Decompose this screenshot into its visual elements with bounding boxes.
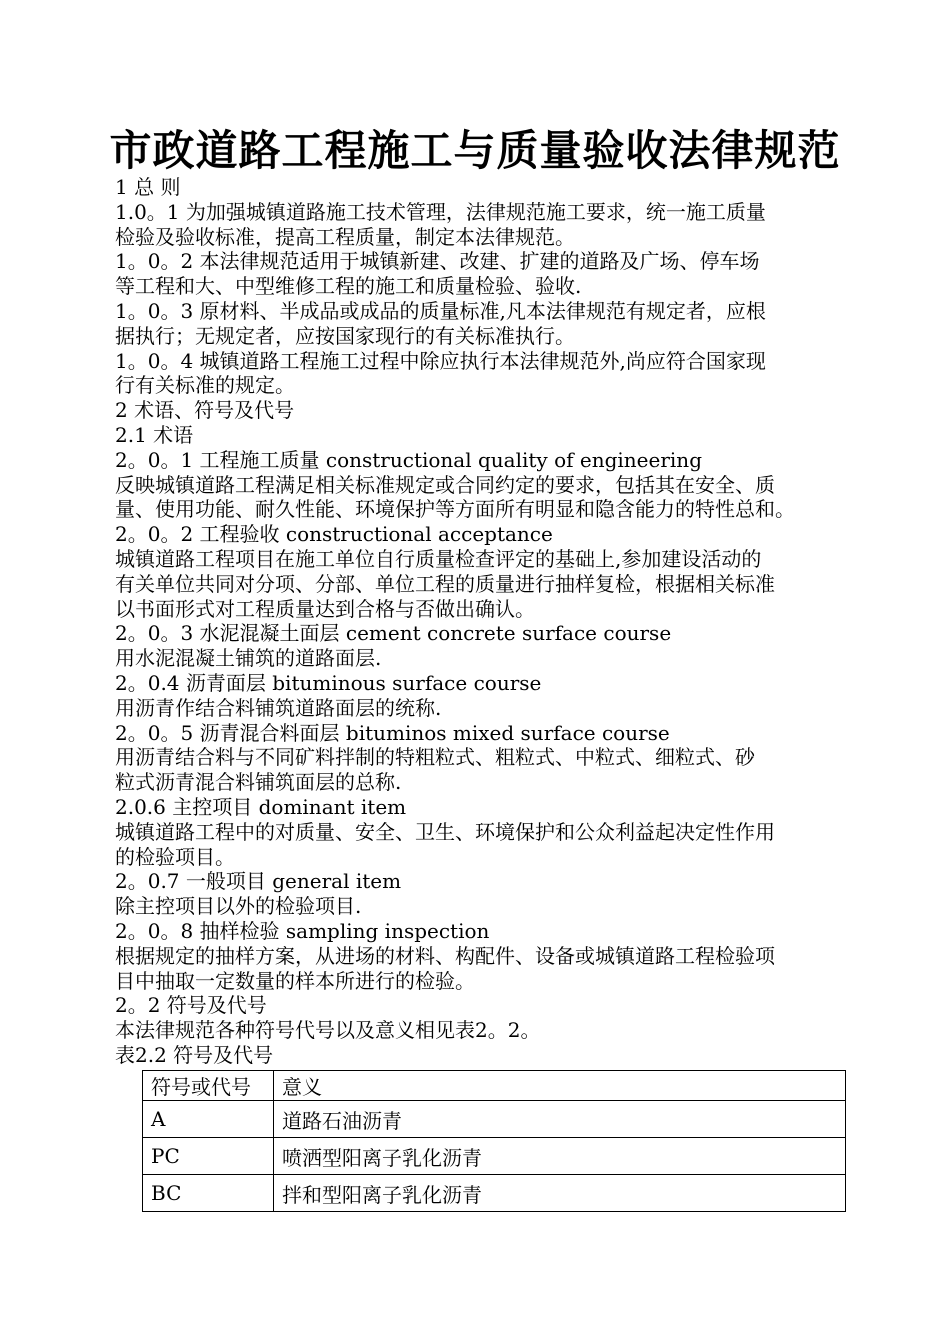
text-line: 1 总 则 (115, 175, 181, 199)
text-line: 2。0.4 沥青面层 bituminous surface course (115, 670, 542, 695)
text-line: 2.0.6 主控项目 dominant item (115, 794, 407, 819)
text-line: 用水泥混凝土铺筑的道路面层. (115, 646, 382, 671)
table-header-row (143, 1071, 846, 1101)
text-line: 等工程和大、中型维修工程的施工和质量检验、验收. (115, 274, 582, 299)
text-line: 的检验项目。 (115, 844, 235, 869)
table-header-cell: 符号或代号 (143, 1071, 274, 1101)
document-title: 市政道路工程施工与质量验收法律规范 (109, 126, 841, 175)
table-cell: 拌和型阳离子乳化沥青 (274, 1175, 846, 1212)
text-line: 反映城镇道路工程满足相关标准规定或合同约定的要求，包括其在安全、质 (115, 472, 775, 497)
text-line: 根据规定的抽样方案，从进场的材料、构配件、设备或城镇道路工程检验项 (115, 943, 775, 968)
text-line: 有关单位共同对分项、分部、单位工程的质量进行抽样复检，根据相关标准 (115, 571, 775, 596)
document-body (115, 175, 863, 1068)
text-line: 检验及验收标准，提高工程质量，制定本法律规范。 (115, 224, 575, 249)
text-line: 2。0。2 工程验收 constructional acceptance (115, 522, 553, 547)
text-line: 2。0。1 工程施工质量 constructional quality of engineering (115, 447, 702, 472)
text-line: 本法律规范各种符号代号以及意义相见表2。2。 (115, 1018, 541, 1043)
symbols-table (142, 1070, 846, 1212)
text-line: 除主控项目以外的检验项目. (115, 894, 362, 919)
table-cell: 道路石油沥青 (274, 1101, 846, 1138)
table-row (143, 1138, 846, 1175)
table-header-cell: 意义 (274, 1071, 846, 1101)
text-line: 用沥青作结合料铺筑道路面层的统称. (115, 695, 442, 720)
table-cell: BC (143, 1175, 274, 1212)
text-line: 用沥青结合料与不同矿料拌制的特粗粒式、粗粒式、中粒式、细粒式、砂 (115, 745, 755, 770)
text-line: 2 术语、符号及代号 (115, 398, 295, 423)
text-line: 1。0。2 本法律规范适用于城镇新建、改建、扩建的道路及广场、停车场 (115, 249, 760, 274)
text-line: 城镇道路工程项目在施工单位自行质量检查评定的基础上,参加建设活动的 (115, 546, 762, 571)
text-line: 1.0。1 为加强城镇道路施工技术管理，法律规范施工要求，统一施工质量 (115, 199, 766, 224)
text-line: 行有关标准的规定。 (115, 373, 295, 398)
text-line: 量、使用功能、耐久性能、环境保护等方面所有明显和隐含能力的特性总和。 (115, 497, 795, 522)
text-line: 以书面形式对工程质量达到合格与否做出确认。 (115, 596, 535, 621)
text-line: 目中抽取一定数量的样本所进行的检验。 (115, 968, 475, 993)
text-line: 1。0。3 原材料、半成品或成品的质量标准,凡本法律规范有规定者，应根 (115, 298, 766, 323)
table-cell: A (143, 1101, 274, 1138)
table-row (143, 1175, 846, 1212)
text-line: 粒式沥青混合料铺筑面层的总称. (115, 770, 402, 795)
text-line: 1。0。4 城镇道路工程施工过程中除应执行本法律规范外,尚应符合国家现 (115, 348, 766, 373)
text-line: 2。0。8 抽样检验 sampling inspection (115, 918, 490, 943)
table-cell: PC (143, 1138, 274, 1175)
table-caption: 表2.2 符号及代号 (115, 1042, 274, 1067)
text-line: 2。2 符号及代号 (115, 993, 267, 1018)
text-line: 据执行；无规定者，应按国家现行的有关标准执行。 (115, 323, 575, 348)
text-line: 2。0。5 沥青混合料面层 bituminos mixed surface course (115, 720, 670, 745)
text-line: 2.1 术语 (115, 422, 194, 447)
text-line: 城镇道路工程中的对质量、安全、卫生、环境保护和公众利益起决定性作用 (115, 819, 775, 844)
table-row (143, 1101, 846, 1138)
table-cell: 喷洒型阳离子乳化沥青 (274, 1138, 846, 1175)
text-line: 2。0.7 一般项目 general item (115, 869, 402, 894)
text-line: 2。0。3 水泥混凝土面层 cement concrete surface course (115, 621, 672, 646)
